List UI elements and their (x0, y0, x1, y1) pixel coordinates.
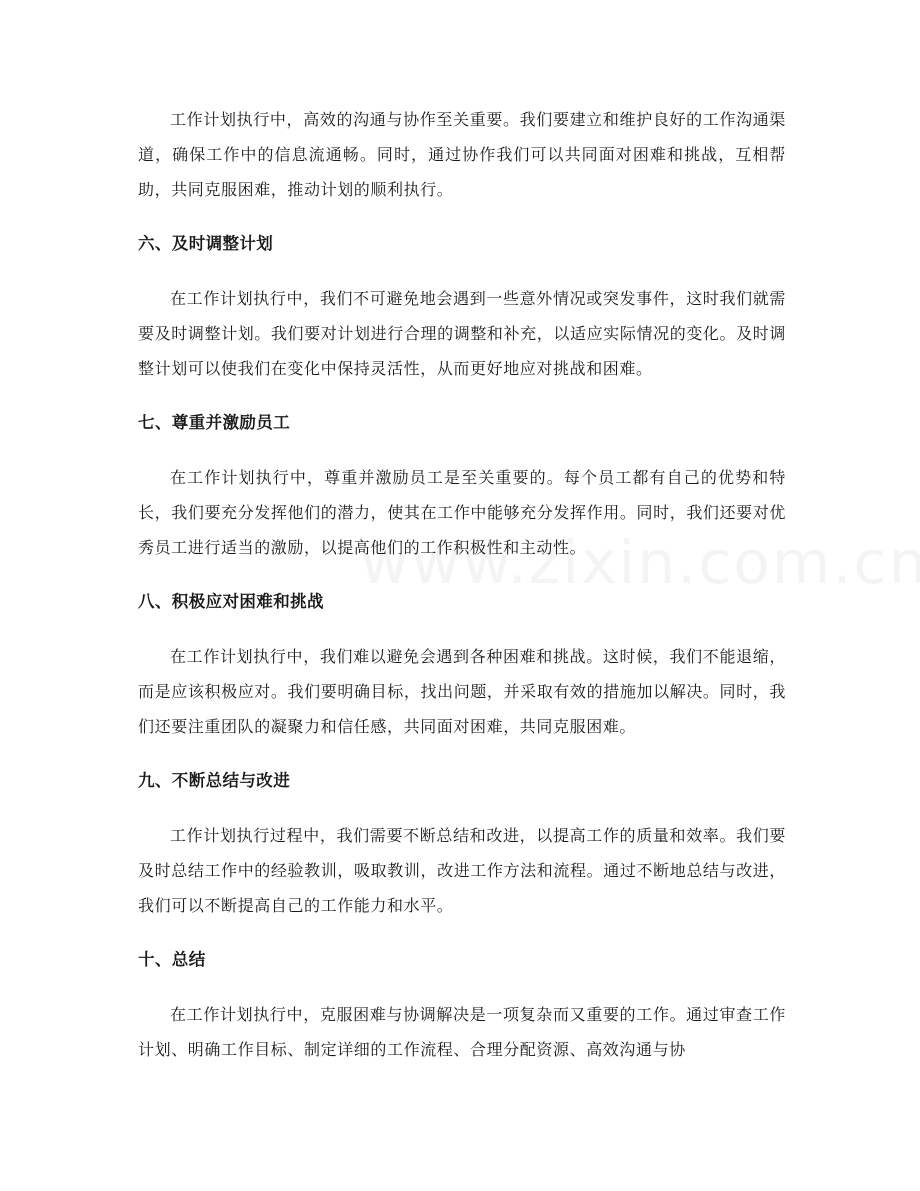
section-heading-8: 八、积极应对困难和挑战 (138, 592, 324, 611)
paragraph-face-difficulties: 在工作计划执行中，我们难以避免会遇到各种困难和挑战。这时候，我们不能退缩，而是应该积极应对。我们要明确目标，找出问题，并采取有效的措施加以解决。同时，我们还要注重团队的凝聚力和信任感，共同面对困难，共同克服困难。 (138, 647, 786, 736)
paragraph-summarize-improve: 工作计划执行过程中，我们需要不断总结和改进，以提高工作的质量和效率。我们要及时总结工作中的经验教训，吸取教训，改进工作方法和流程。通过不断地总结与改进，我们可以不断提高自己的工作能力和水平。 (138, 826, 786, 915)
paragraph-communication: 工作计划执行中，高效的沟通与协作至关重要。我们要建立和维护良好的工作沟通渠道，确保工作中的信息流通畅。同时，通过协作我们可以共同面对困难和挑战，互相帮助，共同克服困难，推动计划的顺利执行。 (138, 110, 786, 199)
paragraph-conclusion: 在工作计划执行中，克服困难与协调解决是一项复杂而又重要的工作。通过审查工作计划、明确工作目标、制定详细的工作流程、合理分配资源、高效沟通与协 (138, 1005, 786, 1059)
section-heading-9: 九、不断总结与改进 (138, 771, 291, 790)
paragraph-respect-employees: 在工作计划执行中，尊重并激励员工是至关重要的。每个员工都有自己的优势和特长，我们要充分发挥他们的潜力，使其在工作中能够充分发挥作用。同时，我们还要对优秀员工进行适当的激励，以提高他们的工作积极性和主动性。 (138, 468, 786, 557)
document-body (138, 102, 786, 1067)
section-heading-10: 十、总结 (138, 950, 206, 969)
section-heading-6: 六、及时调整计划 (138, 234, 274, 253)
section-heading-7: 七、尊重并激励员工 (138, 413, 291, 432)
paragraph-adjust-plan: 在工作计划执行中，我们不可避免地会遇到一些意外情况或突发事件，这时我们就需要及时调整计划。我们要对计划进行合理的调整和补充，以适应实际情况的变化。及时调整计划可以使我们在变化中保持灵活性，从而更好地应对挑战和困难。 (138, 289, 786, 378)
